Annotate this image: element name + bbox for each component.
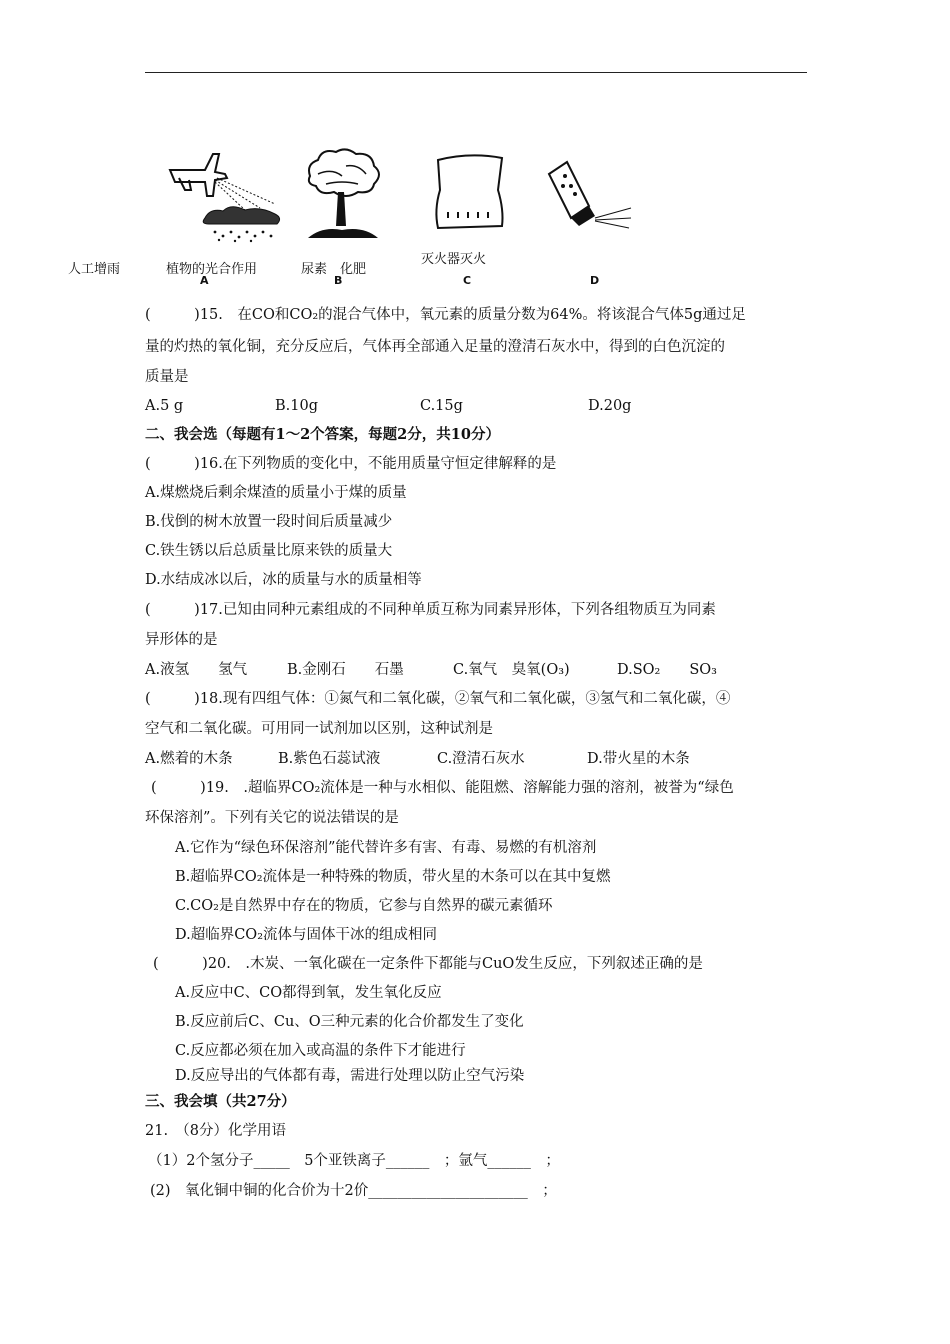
figure-letter-d: D (590, 274, 600, 287)
q18-option-d: D.带火星的木条 (587, 751, 690, 767)
q17-option-b: B.金刚石 石墨 (287, 662, 404, 678)
figure-caption-1: 人工增雨 (68, 262, 121, 277)
q16-option-d: D.水结成冰以后，冰的质量与水的质量相等 (145, 572, 422, 588)
q18-option-b: B.紫色石蕊试液 (278, 751, 381, 767)
q19-option-b: B.超临界CO₂流体是一种特殊的物质，带火星的木条可以在其中复燃 (175, 869, 611, 885)
q20-option-a: A.反应中C、CO都得到氧，发生氧化反应 (175, 985, 442, 1001)
q19-line-2: 环保溶剂”。下列有关它的说法错误的是 (145, 810, 399, 826)
q19-stem-1: 19. .超临界CO₂流体是一种与水相似、能阻燃、溶解能力强的溶剂，被誉为“绿色 (205, 780, 734, 796)
q18-option-a: A.燃着的木条 (145, 751, 233, 767)
bag-icon (430, 150, 510, 232)
q16-stem-text: 16.在下列物质的变化中，不能用质量守恒定律解释的是 (199, 456, 557, 472)
q20-answer-paren[interactable]: ( ) (153, 956, 208, 972)
q15-line-3: 质量是 (145, 369, 189, 385)
q16-option-a: A.煤燃烧后剩余煤渣的质量小于煤的质量 (145, 485, 407, 501)
q16-option-b: B.伐倒的树木放置一段时间后质量减少 (145, 514, 393, 530)
q18-line-1 (145, 689, 730, 709)
q20-stem (153, 954, 703, 974)
q20-option-d: D.反应导出的气体都有毒，需进行处理以防止空气污染 (175, 1068, 525, 1084)
q18-option-c: C.澄清石灰水 (437, 751, 525, 767)
q21-line-2[interactable]: (2) 氧化铜中铜的化合价为十2价______________________ ； (150, 1183, 557, 1199)
q19-option-a: A.它作为“绿色环保溶剂”能代替许多有害、有毒、易燃的有机溶剂 (175, 840, 597, 856)
figure-letter-b: B (334, 274, 343, 287)
q15-stem-1: 15. 在CO和CO₂的混合气体中，氧元素的质量分数为64%。将该混合气体5g通过足 (199, 307, 746, 323)
q17-line-2: 异形体的是 (145, 632, 218, 648)
section-3-title: 三、我会填（共27分） (145, 1093, 296, 1110)
q17-stem-1: 17.已知由同种元素组成的不同种单质互称为同素异形体，下列各组物质互为同素 (199, 602, 716, 618)
q15-option-c: C.15g (420, 398, 463, 414)
figure-letter-c: C (463, 274, 472, 287)
q17-option-c: C.氧气 臭氧(O₃) (453, 662, 570, 678)
q18-answer-paren[interactable]: ( ) (145, 691, 200, 707)
figure-caption-2: 植物的光合作用 (166, 262, 258, 277)
q19-option-c: C.CO₂是自然界中存在的物质，它参与自然界的碳元素循环 (175, 898, 553, 914)
q15-option-a: A.5 g (145, 398, 184, 414)
q18-stem-1: 18.现有四组气体：①氮气和二氧化碳，②氧气和二氧化碳，③氢气和二氧化碳，④ (199, 691, 731, 707)
q17-line-1 (145, 600, 716, 620)
q20-option-c: C.反应都必须在加入或高温的条件下才能进行 (175, 1043, 466, 1059)
figure-caption-4: 灭火器灭火 (421, 252, 487, 267)
q15-line-2: 量的灼热的氧化铜，充分反应后，气体再全部通入足量的澄清石灰水中，得到的白色沉淀的 (145, 339, 725, 355)
q15-option-b: B.10g (275, 398, 318, 414)
spray-extinguisher-icon (545, 158, 635, 233)
q15-line-1 (145, 305, 746, 325)
q20-stem-text: 20. .木炭、一氧化碳在一定条件下都能与CuO发生反应，下列叙述正确的是 (207, 956, 703, 972)
q16-stem (145, 454, 556, 474)
figure-letter-a: A (200, 274, 209, 287)
q19-line-1 (151, 778, 734, 798)
header-rule (145, 72, 807, 73)
figure-caption-3: 尿素 化肥 (301, 262, 367, 277)
q18-line-2: 空气和二氧化碳。可用同一试剂加以区别，这种试剂是 (145, 721, 493, 737)
section-2-title: 二、我会选（每题有1～2个答案，每题2分，共10分） (145, 426, 500, 443)
q21-head: 21. （8分）化学用语 (145, 1123, 287, 1139)
airplane-rain-icon (165, 148, 290, 243)
q15-option-d: D.20g (588, 398, 632, 414)
q17-option-d: D.SO₂ SO₃ (617, 662, 717, 678)
q16-answer-paren[interactable]: ( ) (145, 456, 200, 472)
tree-icon (302, 146, 384, 246)
q21-line-1[interactable]: （1）2个氢分子_____ 5个亚铁离子______ ；氩气______ ； (148, 1153, 560, 1169)
q16-option-c: C.铁生锈以后总质量比原来铁的质量大 (145, 543, 393, 559)
q17-answer-paren[interactable]: ( ) (145, 602, 200, 618)
q17-option-a: A.液氢 氢气 (145, 662, 248, 678)
q20-option-b: B.反应前后C、Cu、O三种元素的化合价都发生了变化 (175, 1014, 524, 1030)
q19-answer-paren[interactable]: ( ) (151, 780, 206, 796)
q19-option-d: D.超临界CO₂流体与固体干冰的组成相同 (175, 927, 438, 943)
q15-answer-paren[interactable]: ( ) (145, 307, 200, 323)
